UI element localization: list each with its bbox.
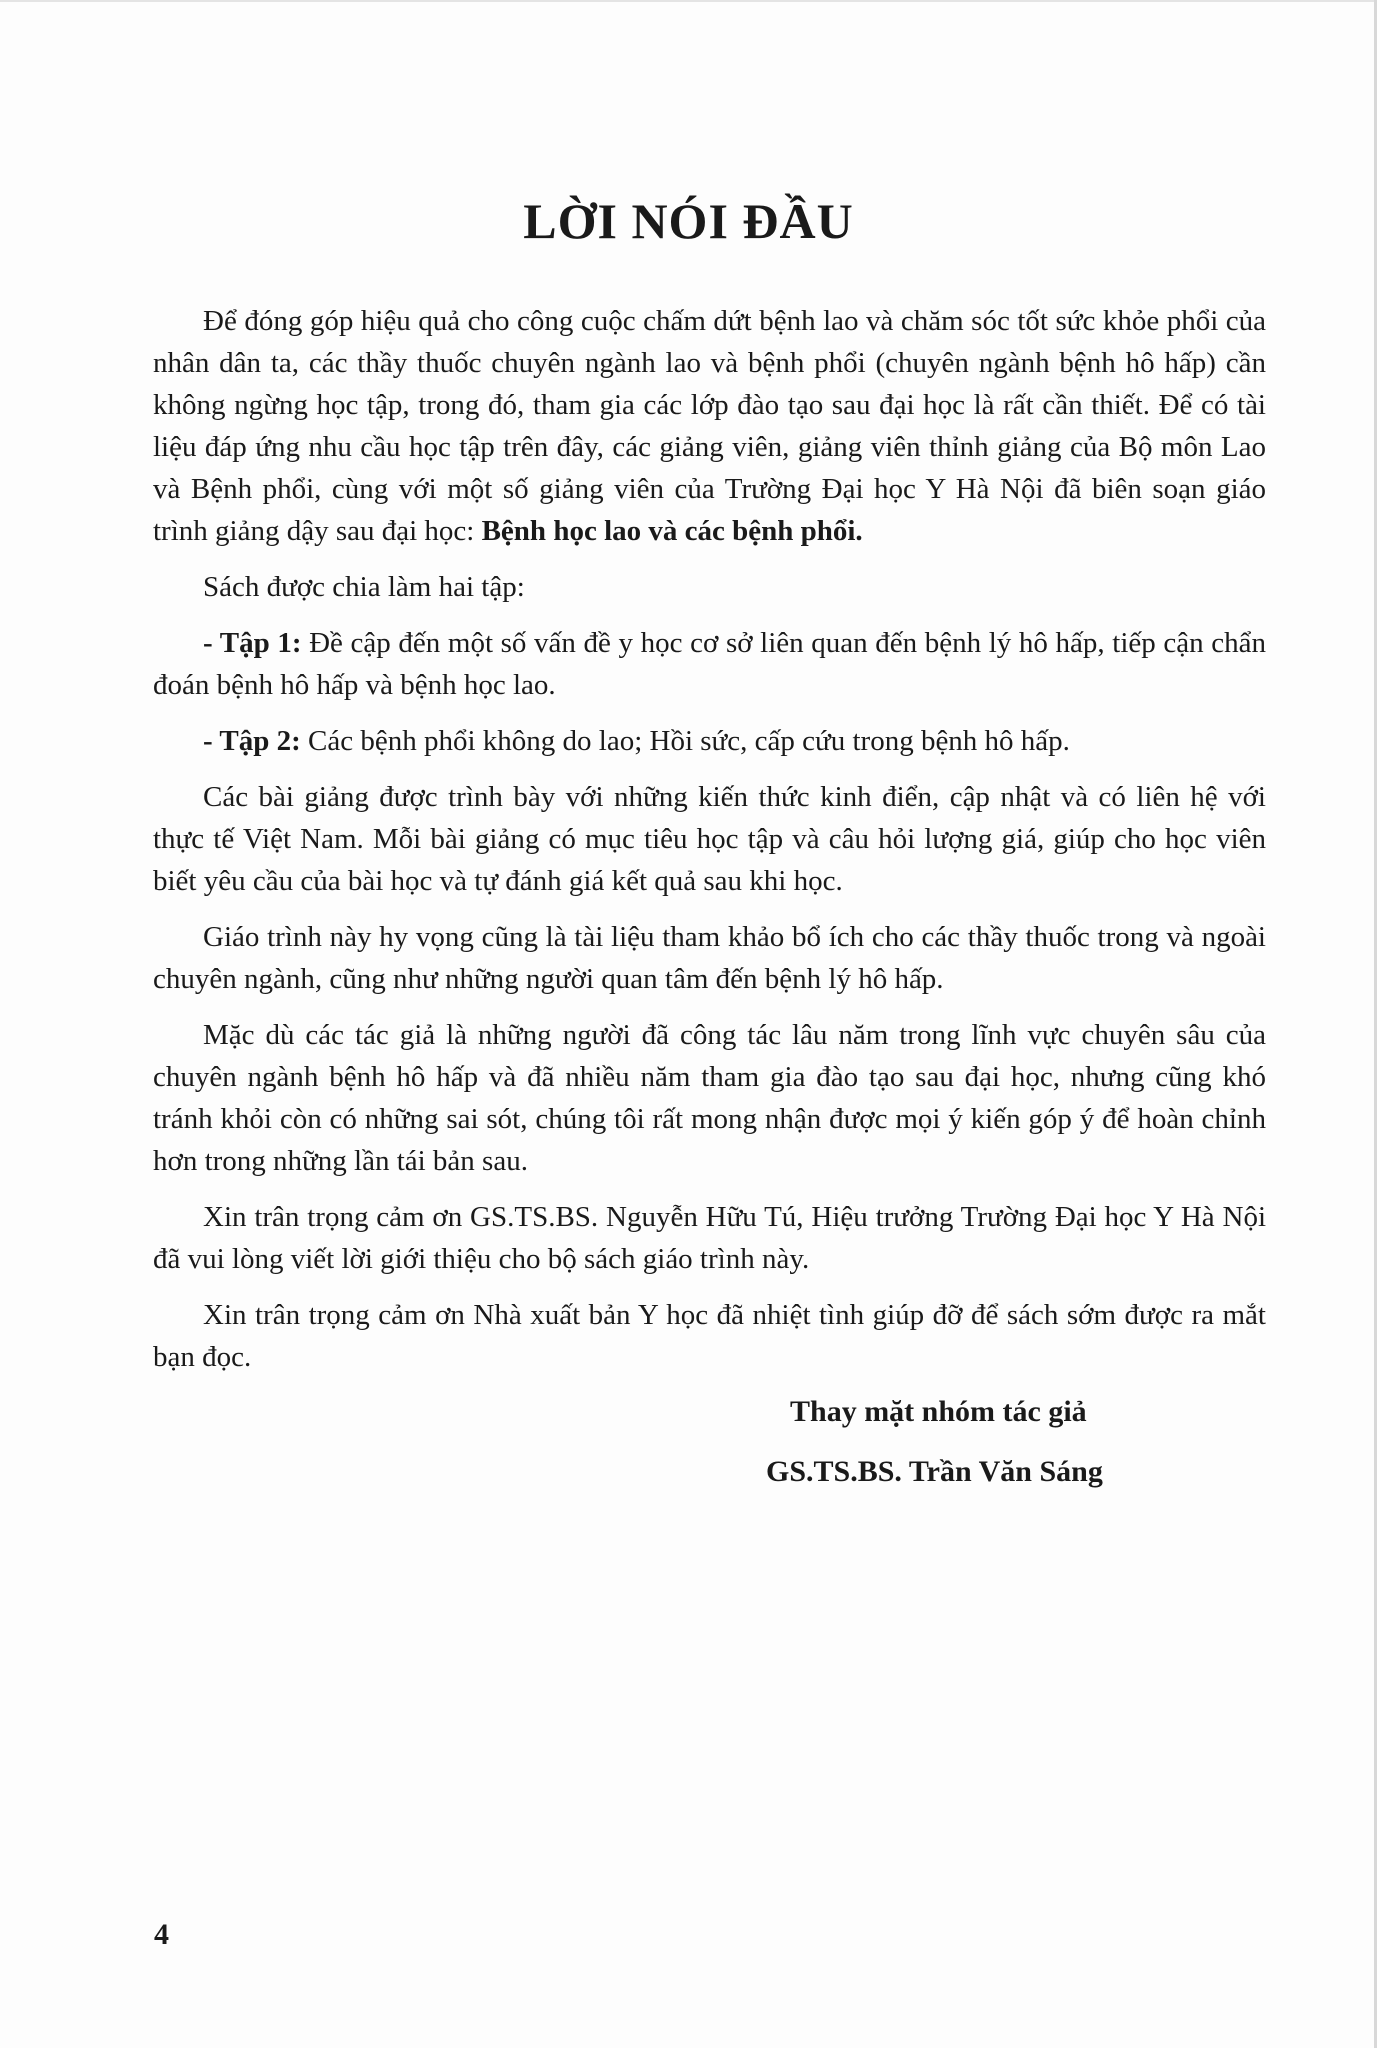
paragraph-intro-text: Để đóng góp hiệu quả cho công cuộc chấm dứt bệnh lao và chăm sóc tốt sức khỏe phổi của nhân dân ta, các thầy thuốc chuyên ngành lao và bệnh phổi (chuyên ngành bệnh hô hấp) cần không ngừng học tập, trong đó, tham gia các lớp đào tạo sau đại học là rất cần thiết. Để có tài liệu đáp ứng nhu cầu học tập trên đây, các giảng viên, giảng viên thỉnh giảng của Bộ môn Lao và Bệnh phổi, cùng với một số giảng viên của Trường Đại học Y Hà Nội đã biên soạn giáo trình giảng dậy sau đại học: [153, 305, 1266, 547]
preface-body [153, 300, 1266, 1392]
paragraph-thanks-rector: Xin trân trọng cảm ơn GS.TS.BS. Nguyễn Hữu Tú, Hiệu trưởng Trường Đại học Y Hà Nội đã vui lòng viết lời giới thiệu cho bộ sách giáo trình này. [153, 1201, 1266, 1275]
page-number: 4 [154, 1918, 169, 1951]
paragraph-volumes: Sách được chia làm hai tập: [203, 571, 525, 603]
volume-1-text: Đề cập đến một số vấn đề y học cơ sở liên quan đến bệnh lý hô hấp, tiếp cận chẩn đoán bệnh hô hấp và bệnh học lao. [153, 627, 1266, 701]
book-title: Bệnh học lao và các bệnh phổi. [481, 515, 863, 547]
paragraph-volume-2 [153, 720, 1266, 762]
signature-block [766, 1382, 1103, 1502]
page-title: LỜI NÓI ĐẦU [523, 193, 854, 249]
volume-2-text: Các bệnh phổi không do lao; Hồi sức, cấp cứu trong bệnh hô hấp. [300, 725, 1070, 757]
signature-line-name: GS.TS.BS. Trần Văn Sáng [766, 1455, 1103, 1488]
page-edge-top [0, 0, 1377, 2]
paragraph-apology: Mặc dù các tác giả là những người đã công tác lâu năm trong lĩnh vực chuyên sâu của chuyên ngành bệnh hô hấp và đã nhiều năm tham gia đào tạo sau đại học, nhưng cũng khó tránh khỏi còn có những sai sót, chúng tôi rất mong nhận được mọi ý kiến góp ý để hoàn chỉnh hơn trong những lần tái bản sau. [153, 1019, 1266, 1177]
paragraph-thanks-publisher: Xin trân trọng cảm ơn Nhà xuất bản Y học đã nhiệt tình giúp đỡ để sách sớm được ra mắt bạn đọc. [153, 1299, 1266, 1373]
volume-2-label: - Tập 2: [203, 725, 301, 757]
paragraph-reference: Giáo trình này hy vọng cũng là tài liệu tham khảo bổ ích cho các thầy thuốc trong và ngoài chuyên ngành, cũng như những người quan tâm đến bệnh lý hô hấp. [153, 921, 1266, 995]
volume-1-label: - Tập 1: [203, 627, 302, 659]
paragraph-intro [153, 300, 1266, 552]
signature-line-role: Thay mặt nhóm tác giả [790, 1395, 1087, 1428]
paragraph-volume-1 [153, 622, 1266, 706]
paragraph-lectures: Các bài giảng được trình bày với những kiến thức kinh điển, cập nhật và có liên hệ với thực tế Việt Nam. Mỗi bài giảng có mục tiêu học tập và câu hỏi lượng giá, giúp cho học viên biết yêu cầu của bài học và tự đánh giá kết quả sau khi học. [153, 781, 1266, 897]
